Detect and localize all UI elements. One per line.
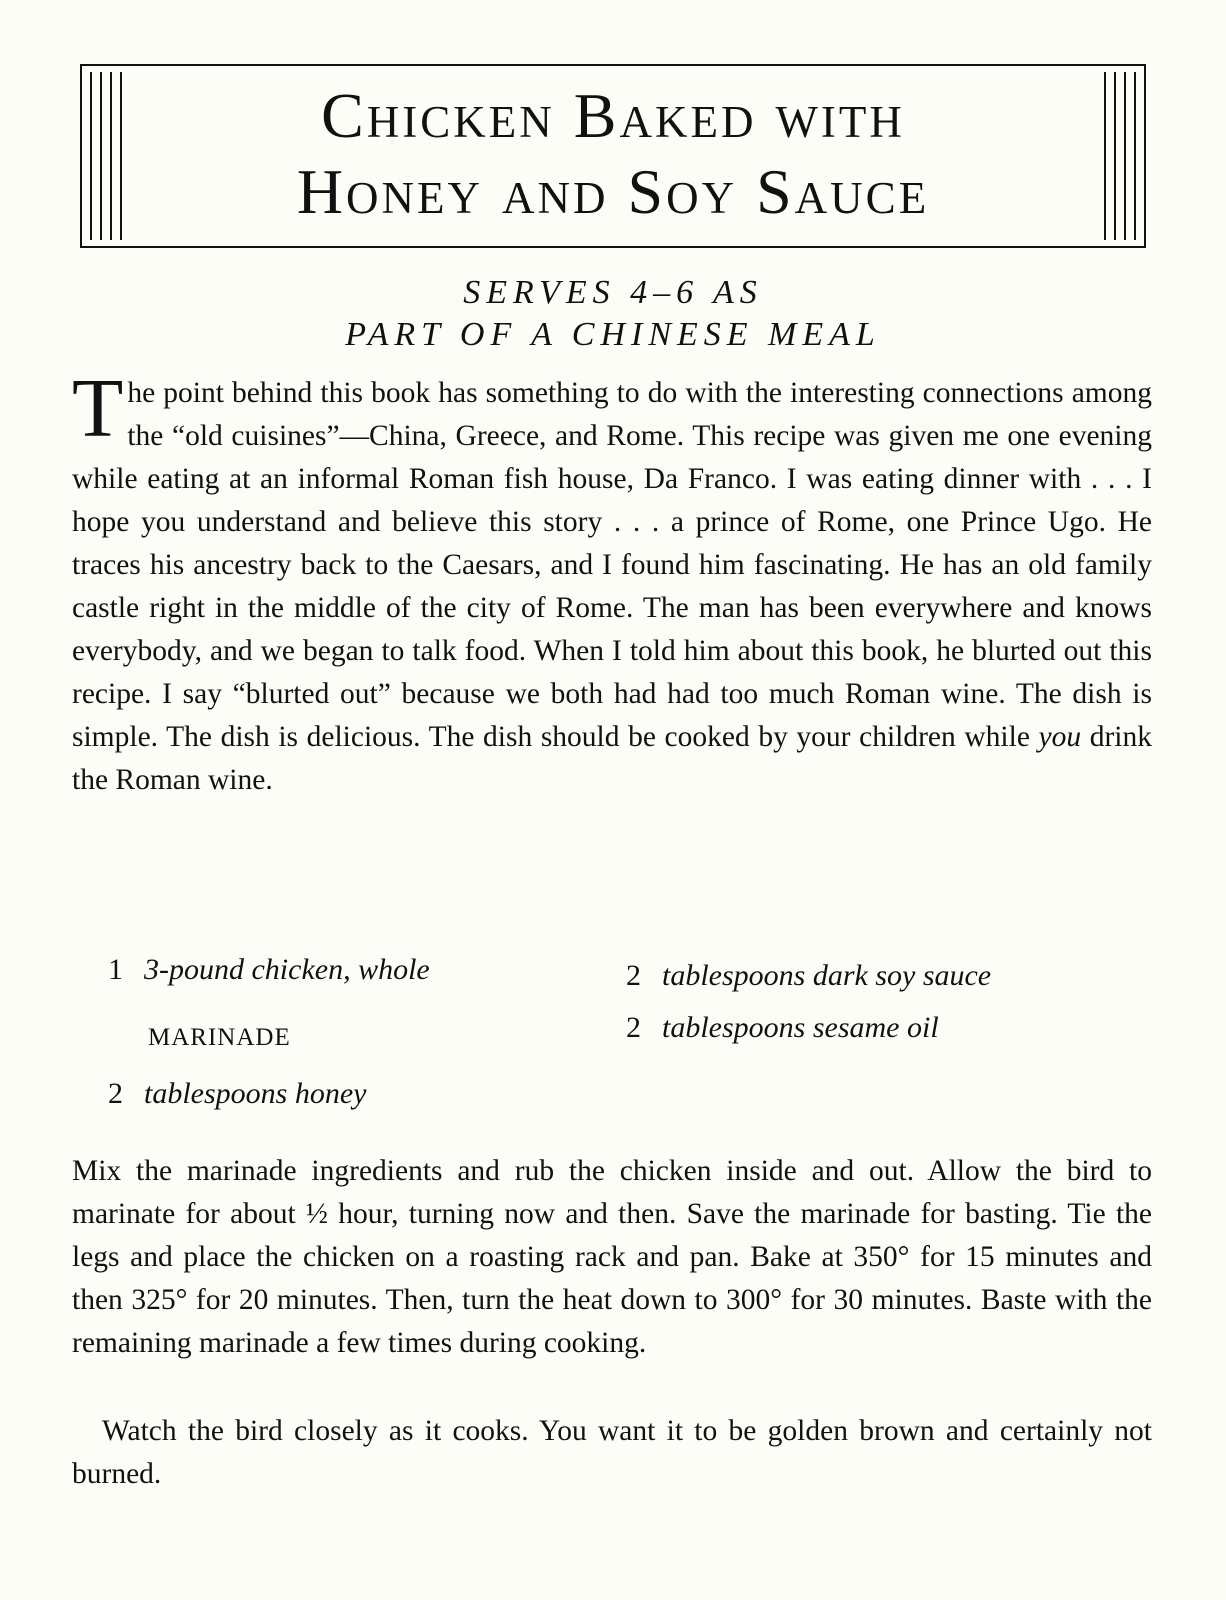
intro-emphasis: you	[1038, 721, 1082, 753]
ingredient-honey	[108, 1074, 366, 1114]
ingredient-qty: 1	[108, 953, 123, 986]
ingredient-item: tablespoons dark soy sauce	[662, 959, 992, 992]
ingredient-sesame-oil	[626, 1008, 939, 1048]
ingredient-chicken	[108, 950, 430, 990]
ingredient-qty: 2	[626, 1011, 641, 1044]
ingredient-qty: 2	[108, 1077, 123, 1110]
title-line-2: Honey and Soy Sauce	[296, 156, 930, 227]
serves-heading	[0, 272, 1226, 356]
intro-paragraph	[72, 362, 1152, 802]
ingredients-list	[0, 944, 1226, 1134]
ingredient-qty: 2	[626, 959, 641, 992]
ingredient-soy-sauce	[626, 956, 991, 996]
method-paragraph-1: Mix the marinade ingredients and rub the chicken inside and out. Allow the bird to marinate for about ½ hour, turning now and then. Save the marinade for basting. Tie the legs and place the chicken on a roasting rack and pan. Bake at 350° for 15 minutes and then 325° for 20 minutes. Then, turn the heat down to 300° for 30 minutes. Baste with the remaining marinade a few times during cooking.	[72, 1155, 1152, 1359]
intro-text: he point behind this book has something to do with the interesting connections among the “old cuisines”—China, Greece, and Rome. This recipe was given me one evening while eating at an informal Roman fish house, Da Franco. I was eating dinner with . . . I hope you understand and believe this story . . . a prince of Rome, one Prince Ugo. He traces his ancestry back to the Caesars, and I found him fascinating. He has an old family castle right in the middle of the city of Rome. The man has been everywhere and knows everybody, and we began to talk food. When I told him about this book, he blurted out this recipe. I say “blurted out” because we both had had too much Roman wine. The dish is simple. The dish is delicious. The dish should be cooked by your children while	[72, 377, 1152, 753]
title-frame	[80, 64, 1146, 248]
drop-cap: T	[72, 362, 124, 455]
ingredient-item: tablespoons honey	[144, 1077, 367, 1110]
serves-line-1: SERVES 4–6 AS	[463, 274, 763, 311]
title-line-1: Chicken Baked with	[321, 80, 905, 151]
method-paragraph-2: Watch the bird closely as it cooks. You want it to be golden brown and certainly not burned.	[72, 1415, 1152, 1490]
ingredient-item: tablespoons sesame oil	[662, 1011, 939, 1044]
intro-text-end: drink the Roman wine.	[72, 721, 1152, 796]
recipe-title	[82, 78, 1144, 230]
serves-line-2: PART OF A CHINESE MEAL	[345, 316, 881, 353]
ingredient-item: 3-pound chicken, whole	[144, 953, 430, 986]
marinade-heading: MARINADE	[148, 1024, 291, 1051]
